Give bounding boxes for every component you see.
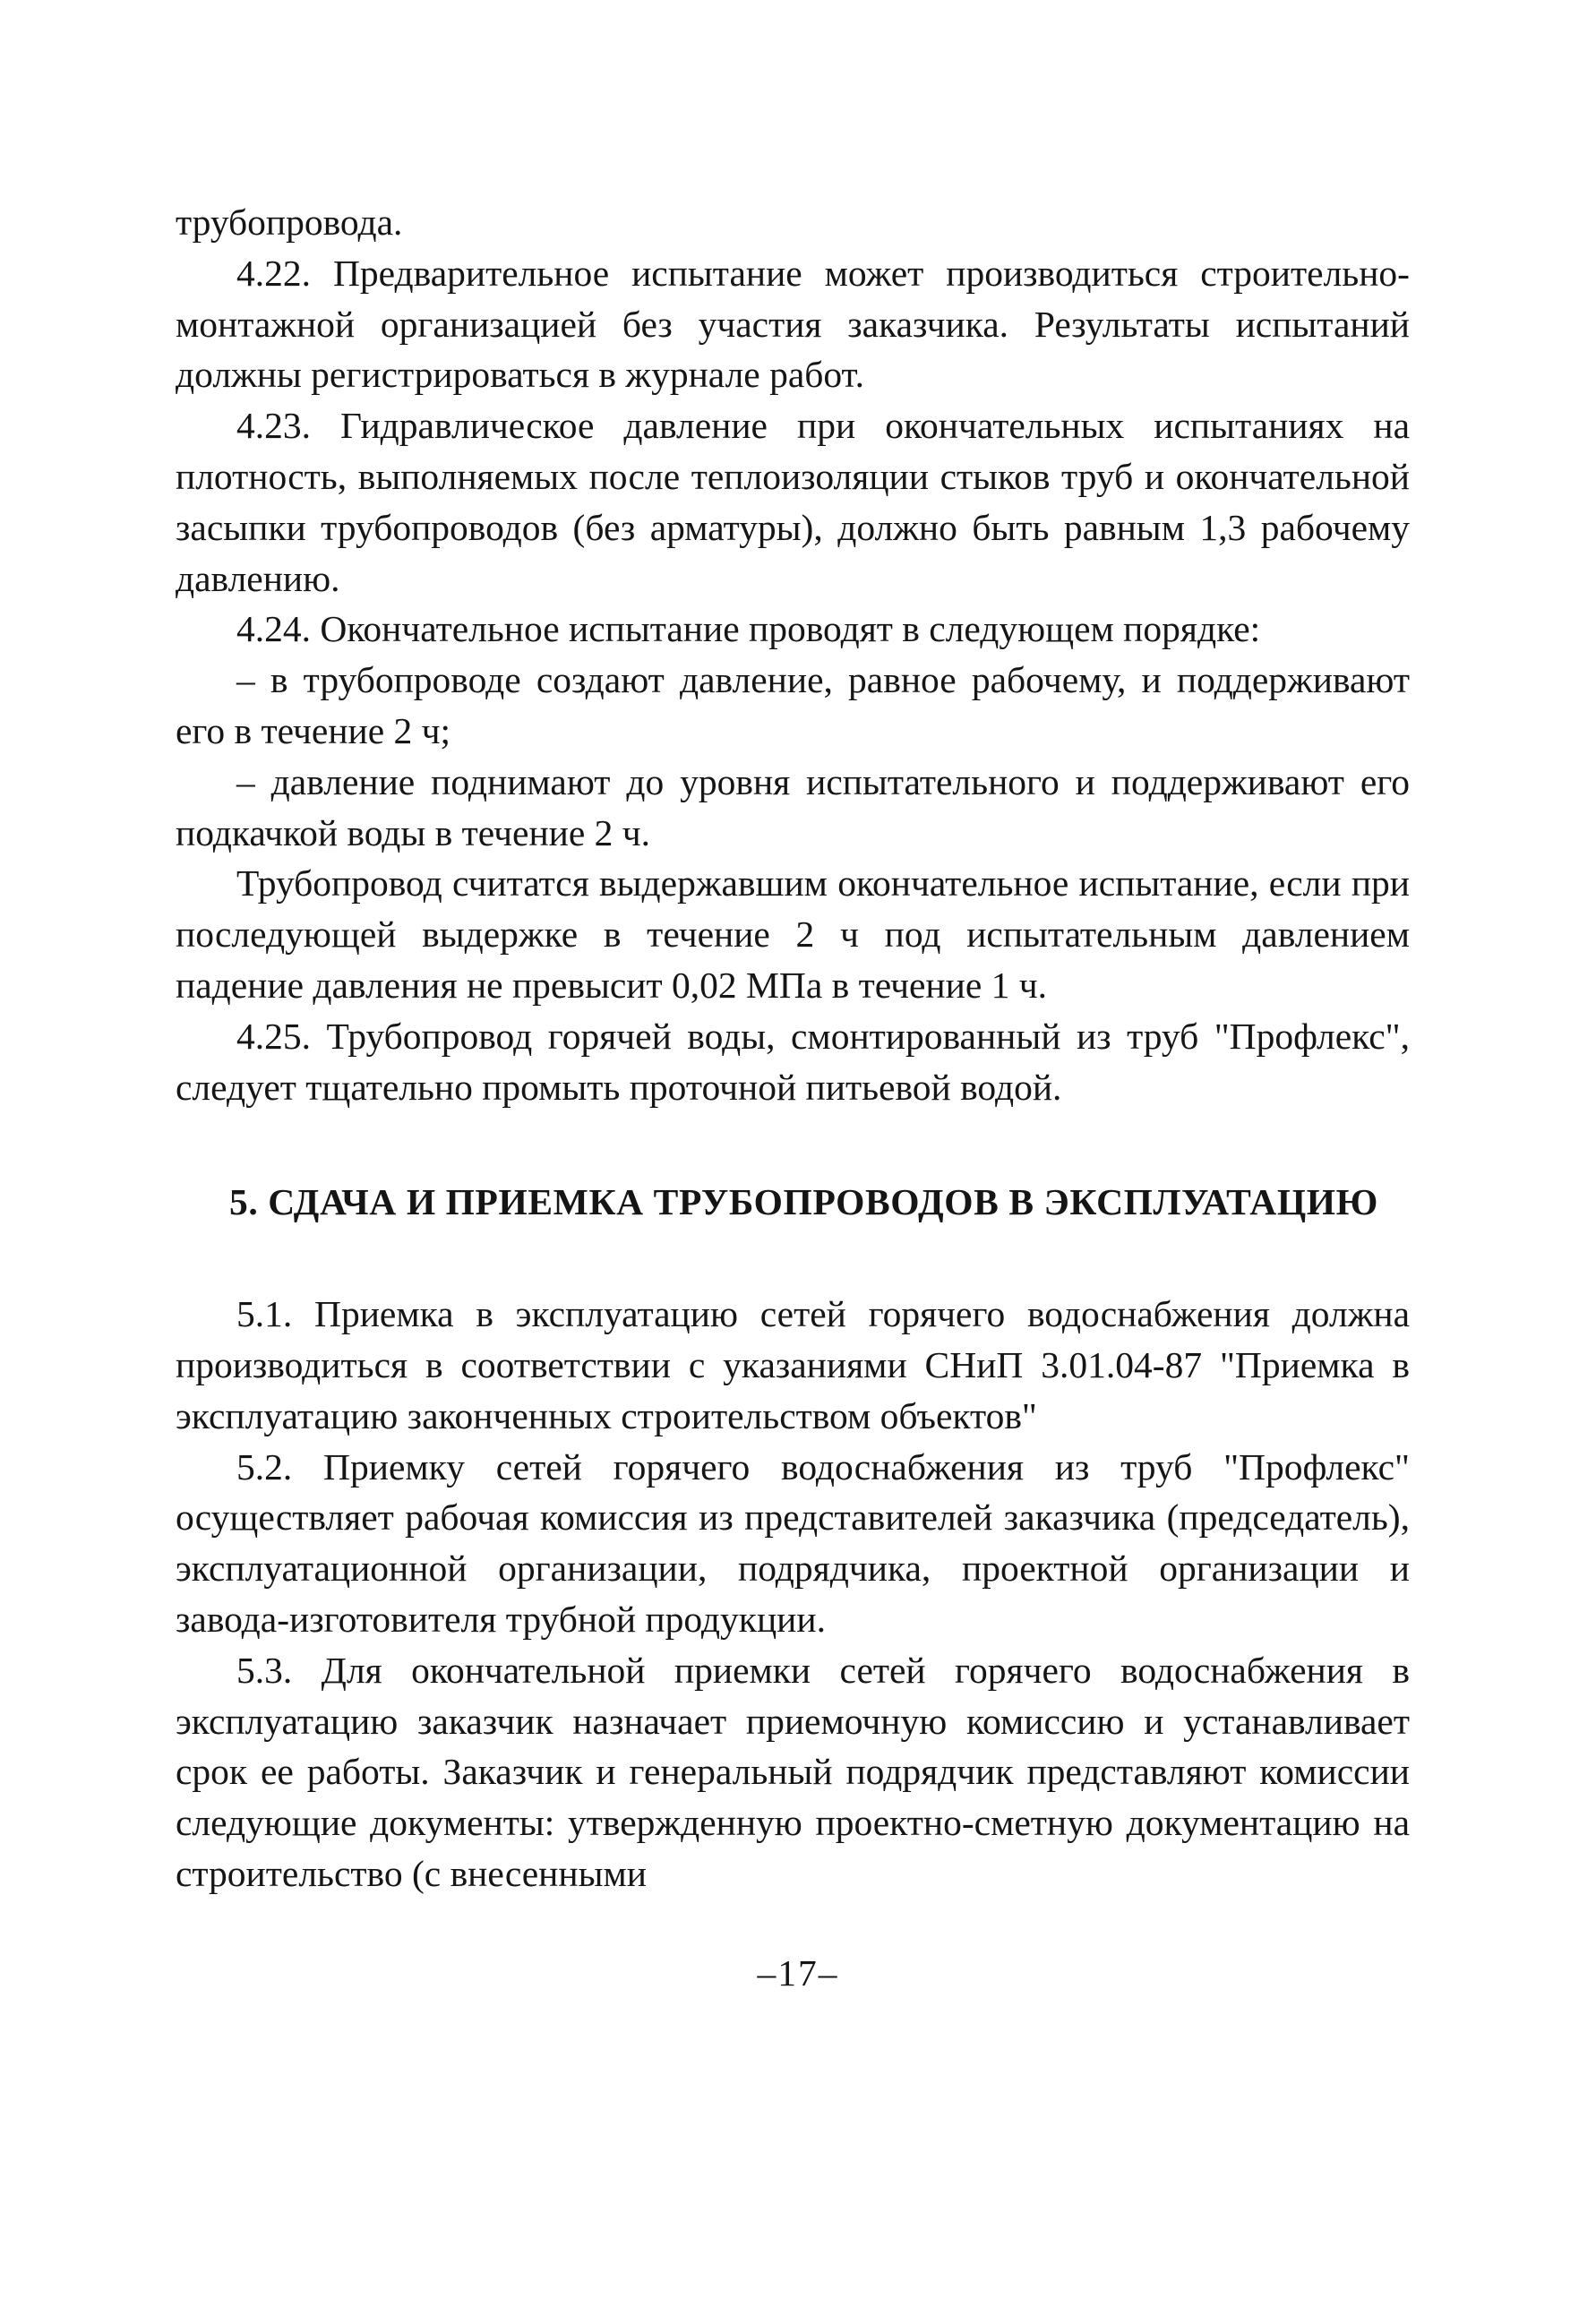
paragraph-4-22: 4.22. Предварительное испытание может производиться строительно-монтажной организацией без участия заказчика. Результаты испытаний должны регистрироваться в журнале работ. [176, 252, 1410, 396]
paragraph-test-criterion: Трубопровод считатся выдержавшим окончательное испытание, если при последующей выдержке в течение 2 ч под испытательным давлением падение давления не превысит 0,02 МПа в течение 1 ч. [176, 862, 1410, 1006]
paragraph-5-2: 5.2. Приемку сетей горячего водоснабжения из труб "Профлекс" осуществляет рабочая комиссия из представителей заказчика (председатель), эксплуатационной организации, подрядчика, проектной организации и завода-изготовителя трубной продукции. [176, 1445, 1410, 1640]
paragraph-5-1: 5.1. Приемка в эксплуатацию сетей горячего водоснабжения должна производиться в соответствии с указаниями СНиП 3.01.04-87 "Приемка в эксплуатацию законченных строительством объектов" [176, 1293, 1410, 1436]
list-item-step-2: – давление поднимают до уровня испытательного и поддерживают его подкачкой воды в течение 2 ч. [176, 760, 1410, 853]
document-page [176, 197, 1410, 1899]
section-5-heading: 5. СДАЧА И ПРИЕМКА ТРУБОПРОВОДОВ В ЭКСПЛУАТАЦИЮ [229, 1181, 1378, 1223]
paragraph-continuation: трубопровода. [176, 201, 403, 243]
paragraph-5-3: 5.3. Для окончательной приемки сетей горячего водоснабжения в эксплуатацию заказчик назначает приемочную комиссию и устанавливает срок ее работы. Заказчик и генеральный подрядчик представляют комиссии следующие документы: утвержденную проектно-сметную документацию на строительство (с внесенными [176, 1649, 1410, 1894]
page-number: –17– [757, 1952, 839, 1993]
list-item-step-1: – в трубопроводе создают давление, равное рабочему, и поддерживают его в течение 2 ч; [176, 659, 1410, 751]
paragraph-4-24: 4.24. Окончательное испытание проводят в следующем порядке: [236, 608, 1261, 650]
paragraph-4-23: 4.23. Гидравлическое давление при окончательных испытаниях на плотность, выполняемых после теплоизоляции стыков труб и окончательной засыпки трубопроводов (без арматуры), должно быть равным 1,3 рабочему давлению. [176, 405, 1410, 599]
paragraph-4-25: 4.25. Трубопровод горячей воды, смонтированный из труб "Профлекс", следует тщательно промыть проточной питьевой водой. [176, 1015, 1410, 1108]
